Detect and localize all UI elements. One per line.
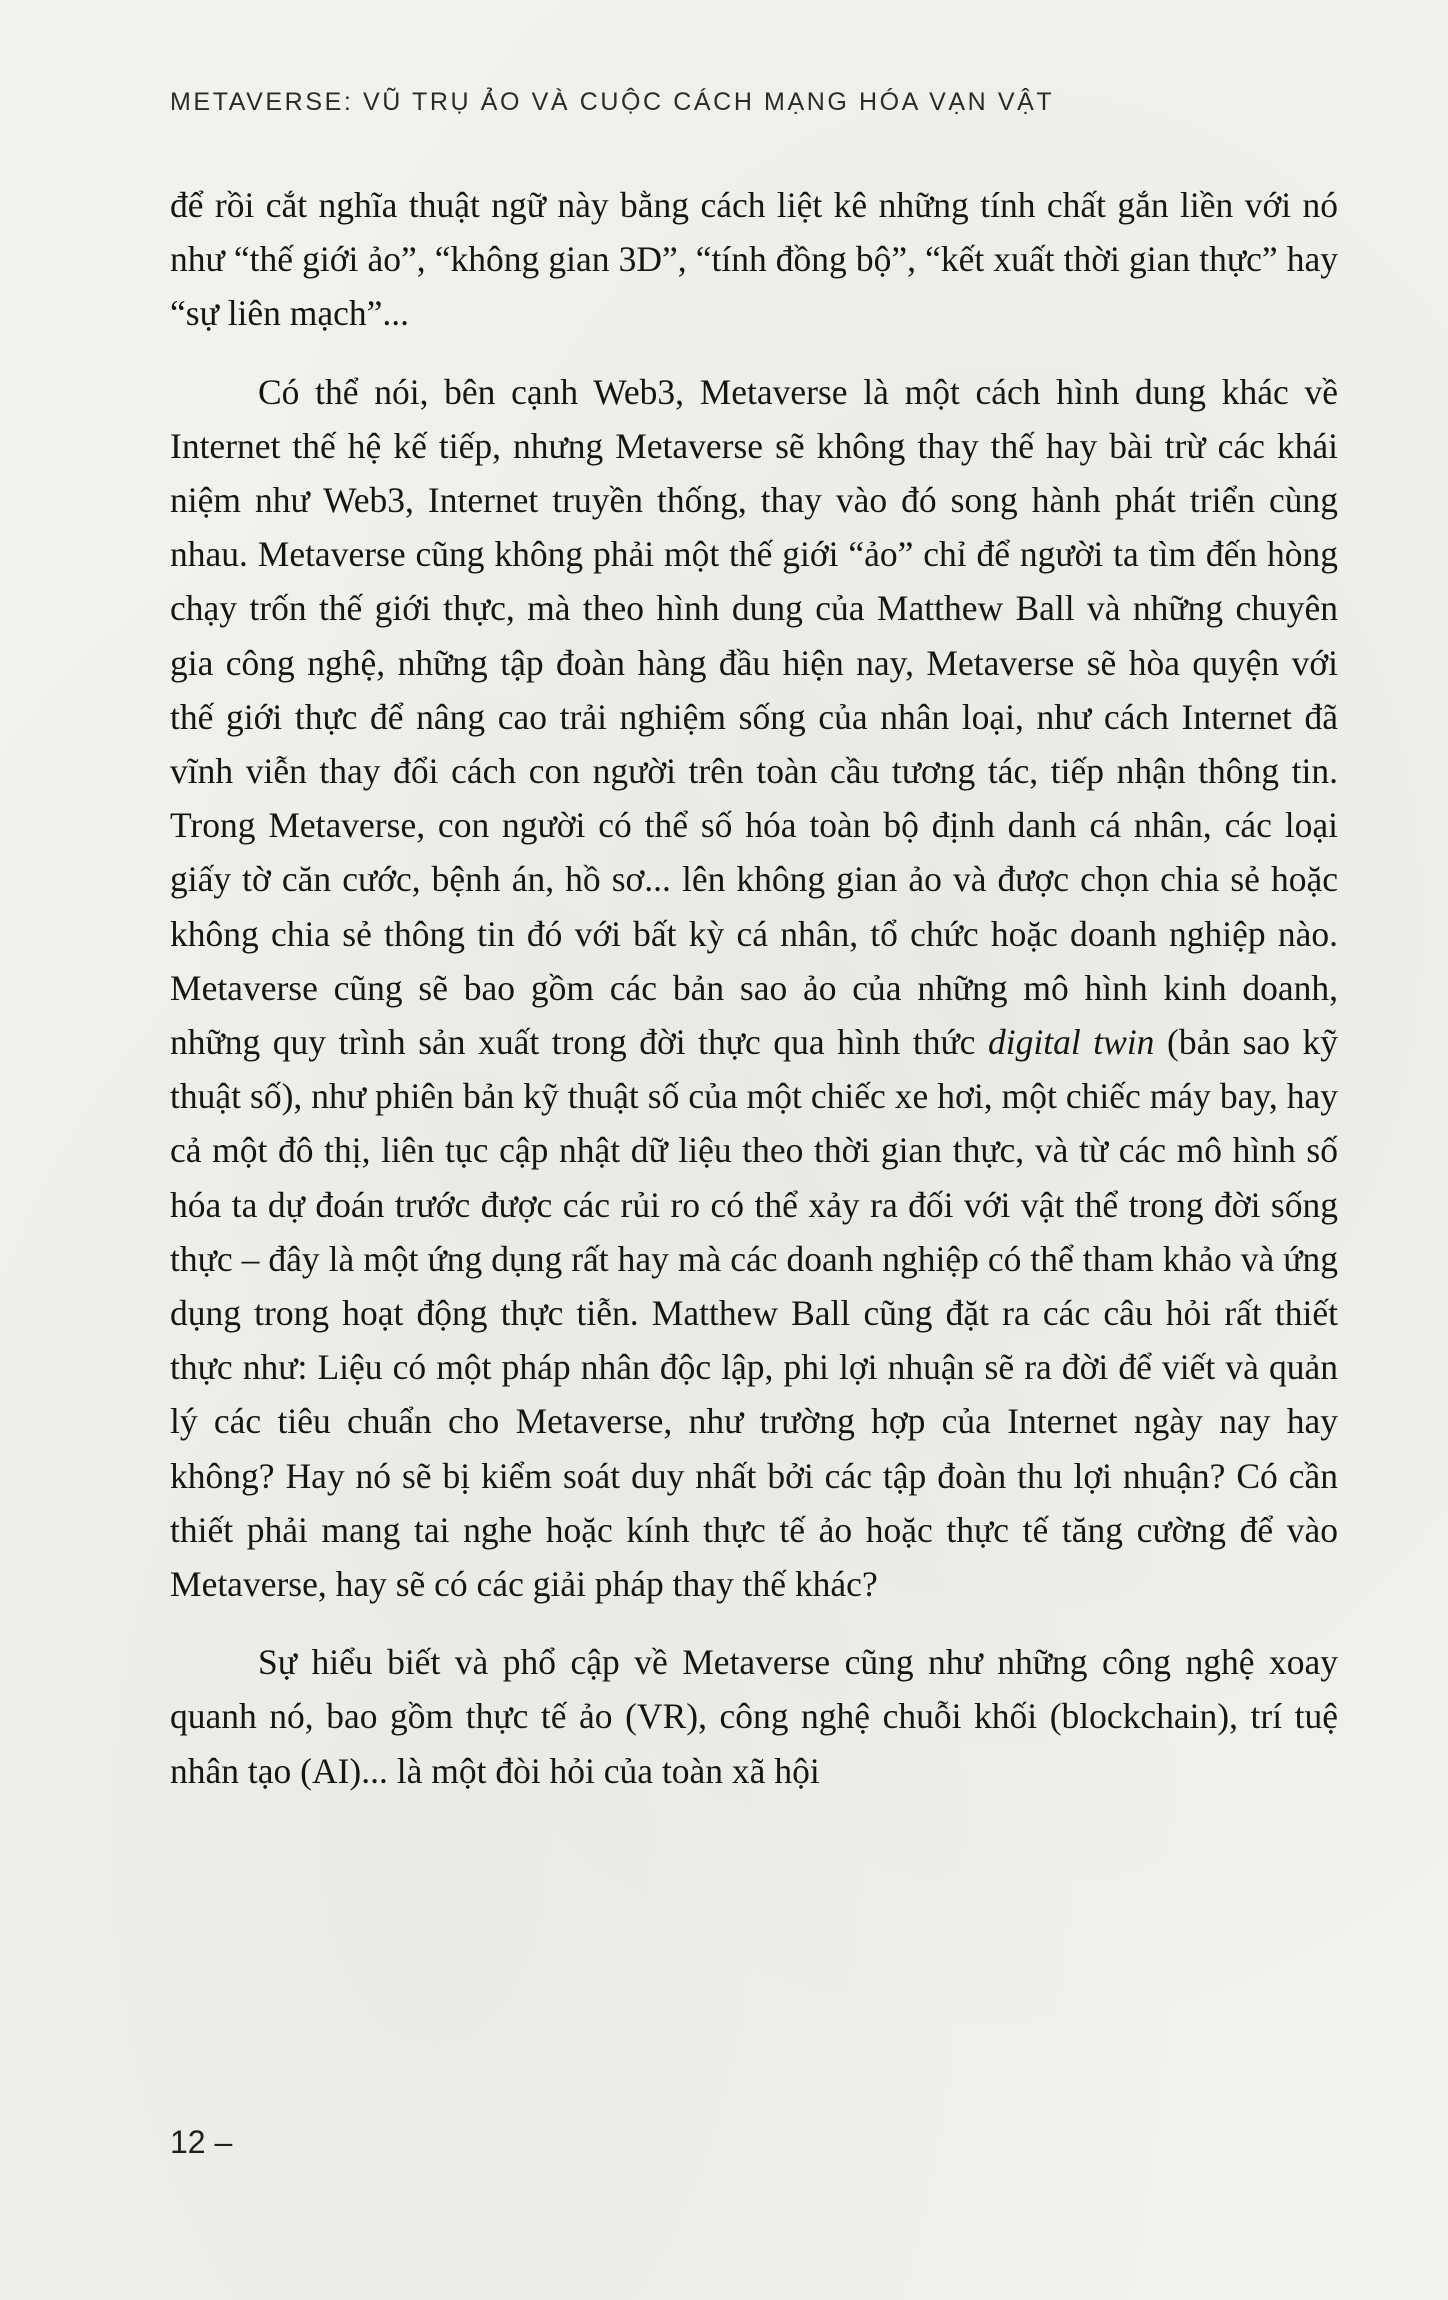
paragraph-text-after: (bản sao kỹ thuật số), như phiên bản kỹ thuật số của một chiếc xe hơi, một chiếc máy bay, hay cả một đô thị, liên tục cập nhật dữ liệu theo thời gian thực, và từ các mô hình số hóa ta dự đoán trước được các rủi ro có thể xảy ra đối với vật thể trong đời sống thực – đây là một ứng dụng rất hay mà các doanh nghiệp có thể tham khảo và ứng dụng trong hoạt động thực tiễn. Matthew Ball cũng đặt ra các câu hỏi rất thiết thực như: Liệu có một pháp nhân độc lập, phi lợi nhuận sẽ ra đời để viết và quản lý các tiêu chuẩn cho Metaverse, như trường hợp của Internet ngày nay hay không? Hay nó sẽ bị kiểm soát duy nhất bởi các tập đoàn thu lợi nhuận? Có cần thiết phải mang tai nghe hoặc kính thực tế ảo hoặc thực tế tăng cường để vào Metaverse, hay sẽ có các giải pháp thay thế khác? — [170, 1022, 1339, 1605]
paragraph-understanding: Sự hiểu biết và phổ cập về Metaverse cũng như những công nghệ xoay quanh nó, bao gồm thực tế ảo (VR), công nghệ chuỗi khối (blockchain), trí tuệ nhân tạo (AI)... là một đòi hỏi của toàn xã hội — [170, 1642, 1338, 1791]
body-text — [170, 178, 1338, 1798]
paragraph-text: Có thể nói, bên cạnh Web3, Metaverse là một cách hình dung khác về Internet thế hệ kế tiếp, nhưng Metaverse sẽ không thay thế hay bài trừ các khái niệm như Web3, Internet truyền thống, thay vào đó song hành phát triển cùng nhau. Metaverse cũng không phải một thế giới “ảo” chỉ để người ta tìm đến hòng chạy trốn thế giới thực, mà theo hình dung của Matthew Ball và những chuyên gia công nghệ, những tập đoàn hàng đầu hiện nay, Metaverse sẽ hòa quyện với thế giới thực để nâng cao trải nghiệm sống của nhân loại, như cách Internet đã vĩnh viễn thay đổi cách con người trên toàn cầu tương tác, tiếp nhận thông tin. Trong Metaverse, con người có thể số hóa toàn bộ định danh cá nhân, các loại giấy tờ căn cước, bệnh án, hồ sơ... lên không gian ảo và được chọn chia sẻ hoặc không chia sẻ thông tin đó với bất kỳ cá nhân, tổ chức hoặc doanh nghiệp nào. Metaverse cũng sẽ bao gồm các bản sao ảo của những mô hình kinh doanh, những quy trình sản xuất trong đời thực qua hình thức — [170, 371, 1338, 1063]
running-header: METAVERSE: VŨ TRỤ ẢO VÀ CUỘC CÁCH MẠNG HÓA VẠN VẬT — [170, 88, 1055, 116]
page-number: 12 – — [170, 2124, 233, 2160]
paragraph-continuation: để rồi cắt nghĩa thuật ngữ này bằng cách liệt kê những tính chất gắn liền với nó như “thế giới ảo”, “không gian 3D”, “tính đồng bộ”, “kết xuất thời gian thực” hay “sự liên mạch”... — [170, 185, 1338, 334]
paragraph-metaverse-web3 — [170, 365, 1338, 1612]
italic-term: digital twin — [988, 1022, 1155, 1063]
